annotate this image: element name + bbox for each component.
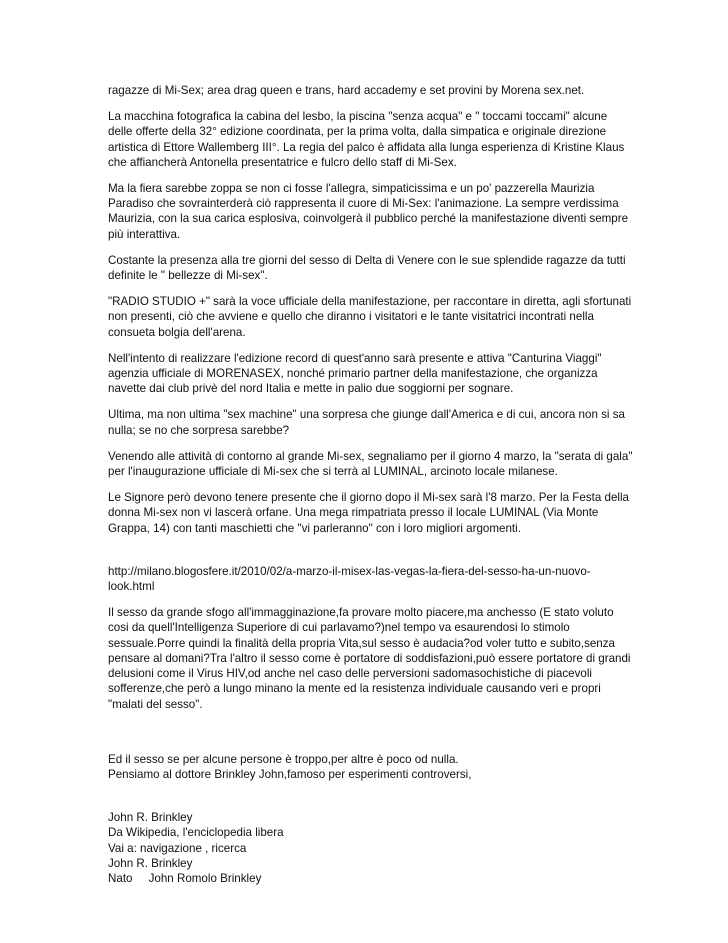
wiki-line-1: John R. Brinkley (108, 811, 193, 825)
paragraph-2: La macchina fotografica la cabina del lesbo, la piscina "senza acqua" e " toccami toccami" alcune delle offerte della 32° edizione coordinata, per la prima volta, dalla simpatica e originale direzione artistica di Ettore Wallemberg III°. La regia del palco è affidata alla lunga esperienza di Kristine Klaus che affiancherà Antonella presentatrice e fulcro dello staff di Mi-Sex. (108, 110, 625, 169)
document-body (108, 83, 633, 886)
wiki-line-4: John R. Brinkley (108, 856, 193, 870)
paragraph-6: Nell'intento di realizzare l'edizione record di quest'anno sarà presente e attiva "Canturina Viaggi" agenzia ufficiale di MORENASEX, nonché primario partner della manifestazione, che organizza navette dai club privè del nord Italia e mette in palio due soggiorni per sognare. (108, 351, 602, 396)
paragraph-1: ragazze di Mi-Sex; area drag queen e trans, hard accademy e set provini by Morena sex.net. (108, 84, 585, 97)
paragraph-4: Costante la presenza alla tre giorni del sesso di Delta di Venere con le sue splendide ragazze da tutti definite le " bellezze di Mi-sex". (108, 253, 626, 283)
paragraph-8: Venendo alle attività di contorno al grande Mi-sex, segnaliamo per il giorno 4 marzo, la "serata di gala" per l'inaugurazione ufficiale di Mi-sex che si terrà al LUMINAL, arcinoto locale milanese. (108, 449, 633, 479)
closing-line-1: Ed il sesso se per alcune persone è troppo,per altre è poco od nulla. (108, 752, 459, 766)
closing-line-2: Pensiamo al dottore Brinkley John,famoso per esperimenti controversi, (108, 767, 472, 781)
wiki-block (108, 810, 633, 886)
paragraph-9: Le Signore però devono tenere presente che il giorno dopo il Mi-sex sarà l'8 marzo. Per la Festa della donna Mi-sex non vi lascerà orfane. Una mega rimpatriata presso il locale LUMINAL (Via Monte Grappa, 14) con tanti maschietti che "vi parleranno" con i loro migliori argomenti. (108, 491, 629, 535)
paragraph-7: Ultima, ma non ultima "sex machine" una sorpresa che giunge dall'America e di cui, ancora non si sa nulla; se no che sorpresa sarebbe? (108, 408, 625, 437)
closing-block (108, 752, 633, 782)
wiki-line-5: Nato John Romolo Brinkley (108, 871, 262, 885)
source-url: http://milano.blogosfere.it/2010/02/a-marzo-il-misex-las-vegas-la-fiera-del-sesso-ha-un-nuovo-look.html (108, 564, 591, 594)
reflection-paragraph: Il sesso da grande sfogo all'immagginazione,fa provare molto piacere,ma anchesso (E stato voluto cosi da quell'Intelligenza Superiore di cui parlavamo?)nel tempo va esaurendosi lo stimolo sessuale.Porre quindi la finalità della propria Vita,sul sesso è audacia?od voler tutto e subito,senza pensare al domani?Tra l'altro il sesso come è portatore di soddisfazioni,può essere portatore di grandi delusioni come il Virus HIV,od anche nel caso delle perversioni sadomasochistiche di piacevoli sofferenze,che però a lungo minano la mente ed la resistenza individuale causando veri e propri "malati del sesso". (108, 606, 631, 711)
paragraph-3: Ma la fiera sarebbe zoppa se non ci fosse l'allegra, simpaticissima e un po' pazzerella Maurizia Paradiso che sovrainterderà ciò rappresenta il cuore di Mi-Sex: l'animazione. La sempre verdissima Maurizia, con la sua carica esplosiva, coinvolgerà il pubblico perché la manifestazione diventi sempre più interattiva. (108, 182, 629, 241)
paragraph-5: "RADIO STUDIO +" sarà la voce ufficiale della manifestazione, per raccontare in diretta, agli sfortunati non presenti, ciò che avviene e quello che diranno i visitatori e le tante visitatrici incontrati nella consueta bolgia dell'arena. (108, 295, 632, 339)
wiki-line-3: Vai a: navigazione , ricerca (108, 841, 247, 855)
wiki-line-2: Da Wikipedia, l'enciclopedia libera (108, 826, 284, 840)
